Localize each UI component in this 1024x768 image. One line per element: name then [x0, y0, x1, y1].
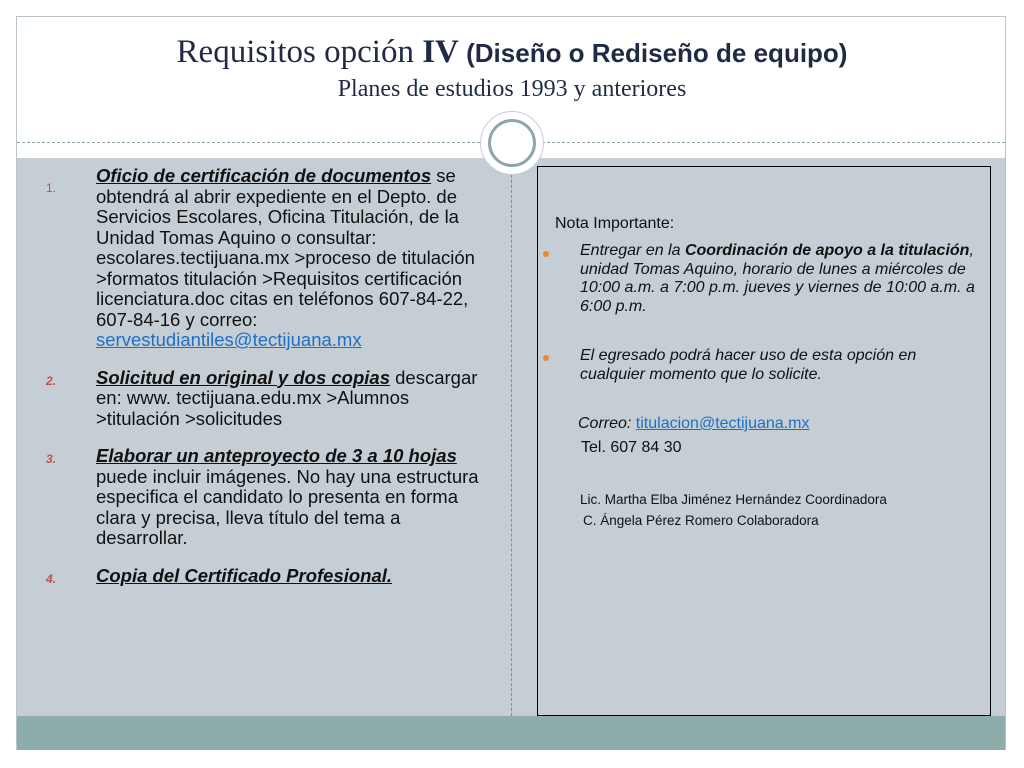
email-link-titulacion[interactable]: titulacion@tectijuana.mx [635, 415, 810, 432]
requirements-list [46, 166, 486, 603]
note-email-line [578, 415, 809, 434]
note-phone: Tel. 607 84 30 [581, 439, 682, 456]
footer-bar [17, 716, 1005, 750]
email-link-servestudiantiles[interactable]: servestudiantiles@tectijuana.mx [96, 329, 362, 350]
item-heading: Elaborar un anteproyecto de 3 a 10 hojas [96, 445, 457, 466]
list-number: 3. [46, 452, 57, 466]
ring-ornament-icon [480, 111, 544, 175]
note-bullet1-pre: Entregar en la [580, 242, 685, 259]
note-title: Nota Importante: [555, 215, 675, 232]
email-label: Correo: [578, 415, 636, 432]
list-item [46, 446, 486, 549]
ring-inner-icon [488, 119, 536, 167]
slide-title [0, 34, 1024, 71]
title-roman-part: IV [422, 34, 459, 70]
item-heading: Copia del Certificado Profesional. [96, 564, 393, 586]
list-item [46, 166, 486, 351]
coordinator-name: Lic. Martha Elba Jiménez Hernández Coordinadora [580, 492, 887, 507]
note-bullet-delivery [580, 242, 980, 316]
note-bullet-anytime: El egresado podrá hacer uso de esta opción en cualquier momento que lo solicite. [580, 347, 917, 383]
collaborator-name: C. Ángela Pérez Romero Colaboradora [583, 513, 819, 528]
item-heading: Solicitud en original y dos copias [96, 366, 390, 388]
list-number: 4. [46, 571, 57, 586]
note-bullet1-bold: Coordinación de apoyo a la titulación [684, 242, 970, 259]
note-bullet1-post: , unidad Tomas Aquino, horario de lunes a miércoles de 10:00 a.m. a 7:00 p.m. jueves y viernes de 10:00 a.m. a 6:00 p.m. [580, 242, 975, 315]
note-box [537, 166, 991, 716]
item-text: descargar en: www. tectijuana.edu.mx >Alumnos >titulación >solicitudes [96, 366, 478, 429]
item-text: se obtendrá al abrir expediente en el Depto. de Servicios Escolares, Oficina Titulación, de la Unidad Tomas Aquino o consultar: escolares.tectijuana.mx >proceso de titulación >formatos titulación >Requisitos certificación licenciatura.doc citas en teléfonos 607-84-22, 607-84-16 y correo: [96, 165, 475, 330]
column-divider [511, 160, 512, 716]
list-item [46, 368, 486, 430]
title-serif-part: Requisitos opción [176, 34, 423, 70]
item-text: puede incluir imágenes. No hay una estructura especifica el candidato lo presenta en forma clara y precisa, lleva título del tema a desarrollar. [96, 465, 479, 548]
list-item [46, 566, 486, 587]
list-number: 2. [46, 373, 57, 388]
bullet-icon [543, 355, 549, 361]
title-sans-part: (Diseño o Rediseño de equipo) [458, 38, 848, 68]
item-heading: Oficio de certificación de documentos [96, 165, 432, 186]
bullet-icon [543, 251, 549, 257]
list-number: 1. [46, 181, 57, 195]
slide-subtitle: Planes de estudios 1993 y anteriores [337, 76, 687, 102]
